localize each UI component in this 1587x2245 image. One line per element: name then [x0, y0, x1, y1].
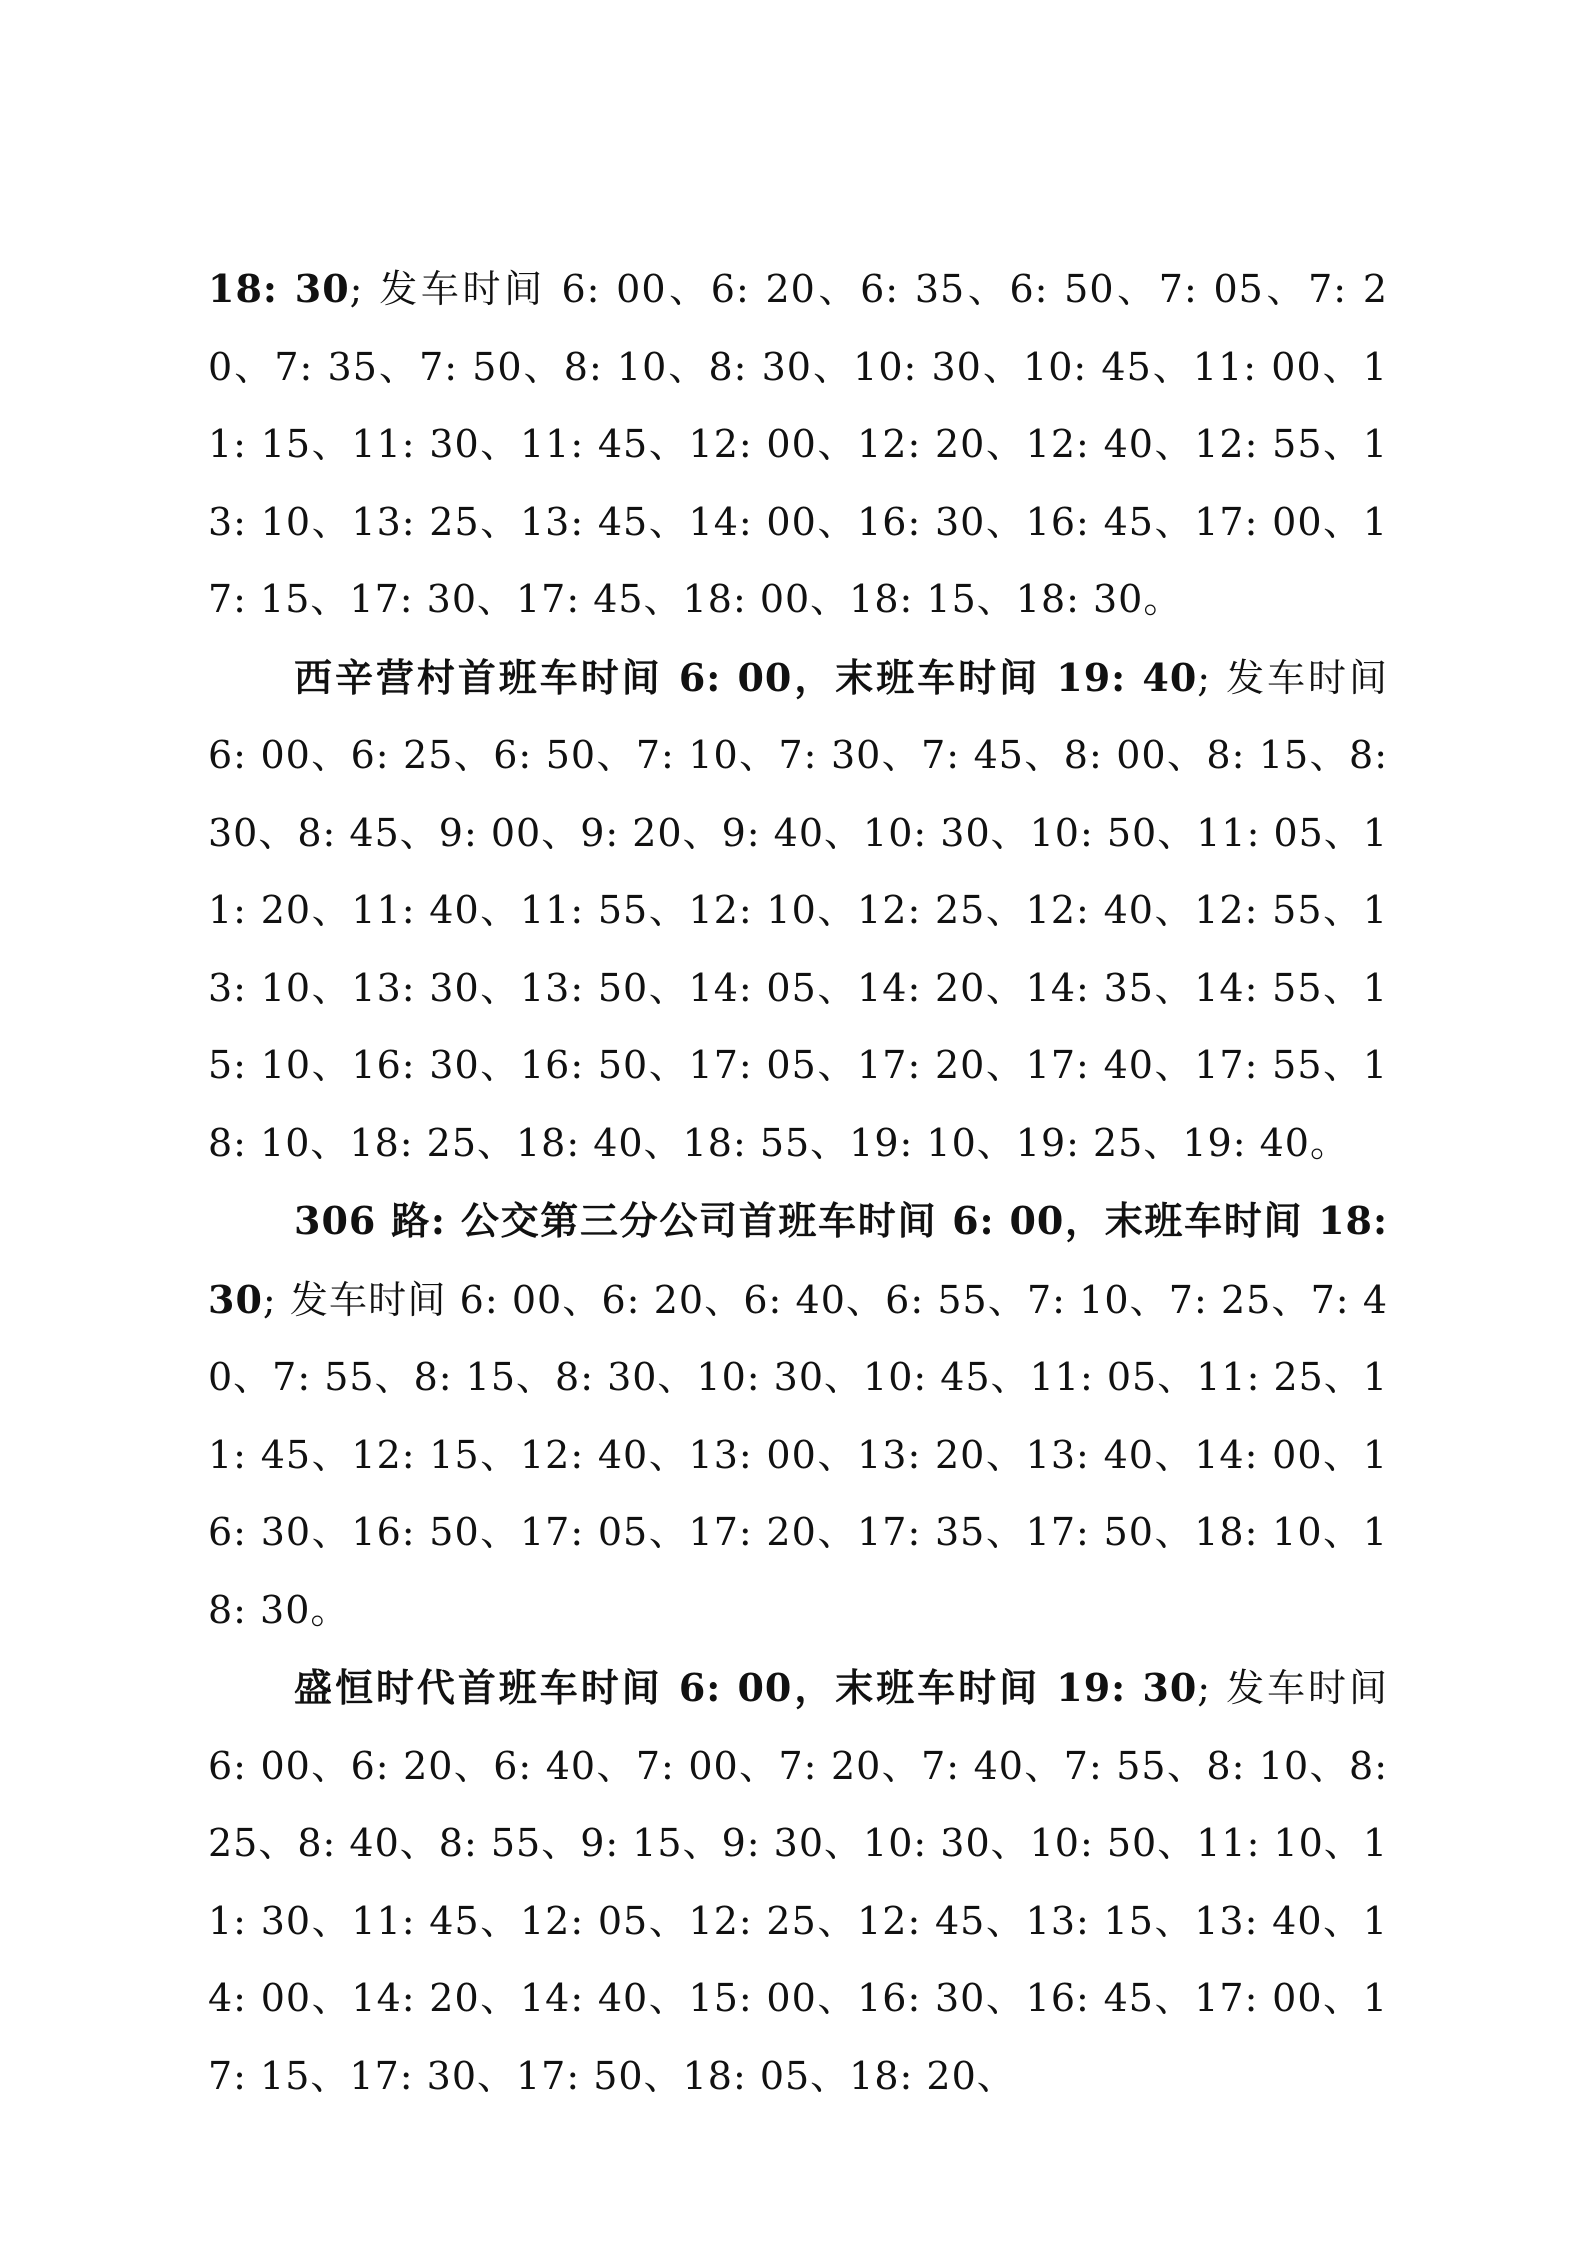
paragraph-lead-bold: 18: 30 — [208, 266, 350, 311]
paragraph-text: ; 发车时间 6: 00、6: 20、6: 40、7: 00、7: 20、7: 40、7: 55、8: 10、8: 25、8: 40、8: 55、9: 15、9: 30、10: 30、10: 50、11: 10、11: 30、11: 45、12: 05、12: 25、12: 45、13: 15、13: 40、14: 00、14: 20、14: 40、15: 00、16: 30、16: 45、17: 00、17: 15、17: 30、17: 50、18: 05、18: 20、 — [208, 1666, 1388, 2098]
paragraph-xixinying-schedule — [208, 639, 1388, 1183]
paragraph-route-continuation — [208, 250, 1388, 639]
paragraph-shengheng-schedule — [208, 1649, 1388, 2115]
paragraph-text: ; 发车时间 6: 00、6: 20、6: 35、6: 50、7: 05、7: 20、7: 35、7: 50、8: 10、8: 30、10: 30、10: 45、11: 00、11: 15、11: 30、11: 45、12: 00、12: 20、12: 40、12: 55、13: 10、13: 25、13: 45、14: 00、16: 30、16: 45、17: 00、17: 15、17: 30、17: 45、18: 00、18: 15、18: 30。 — [208, 267, 1388, 621]
paragraph-lead-bold: 盛恒时代首班车时间 6: 00，末班车时间 19: 30 — [294, 1665, 1198, 1710]
paragraph-lead-bold: 306 路: 公交第三分公司首班车时间 6: 00，末班车时间 18: 30 — [208, 1198, 1388, 1322]
paragraph-lead-bold: 西辛营村首班车时间 6: 00，末班车时间 19: 40 — [294, 654, 1198, 700]
paragraph-route-306-schedule — [208, 1182, 1388, 1649]
document-body — [208, 250, 1388, 2115]
paragraph-text: ; 发车时间 6: 00、6: 25、6: 50、7: 10、7: 30、7: 45、8: 00、8: 15、8: 30、8: 45、9: 00、9: 20、9: 40、10: 30、10: 50、11: 05、11: 20、11: 40、11: 55、12: 10、12: 25、12: 40、12: 55、13: 10、13: 30、13: 50、14: 05、14: 20、14: 35、14: 55、15: 10、16: 30、16: 50、17: 05、17: 20、17: 40、17: 55、18: 10、18: 25、18: 40、18: 55、19: 10、19: 25、19: 40。 — [208, 655, 1388, 1165]
paragraph-text: ; 发车时间 6: 00、6: 20、6: 40、6: 55、7: 10、7: 25、7: 40、7: 55、8: 15、8: 30、10: 30、10: 45、11: 05、11: 25、11: 45、12: 15、12: 40、13: 00、13: 20、13: 40、14: 00、16: 30、16: 50、17: 05、17: 20、17: 35、17: 50、18: 10、18: 30。 — [208, 1277, 1388, 1632]
